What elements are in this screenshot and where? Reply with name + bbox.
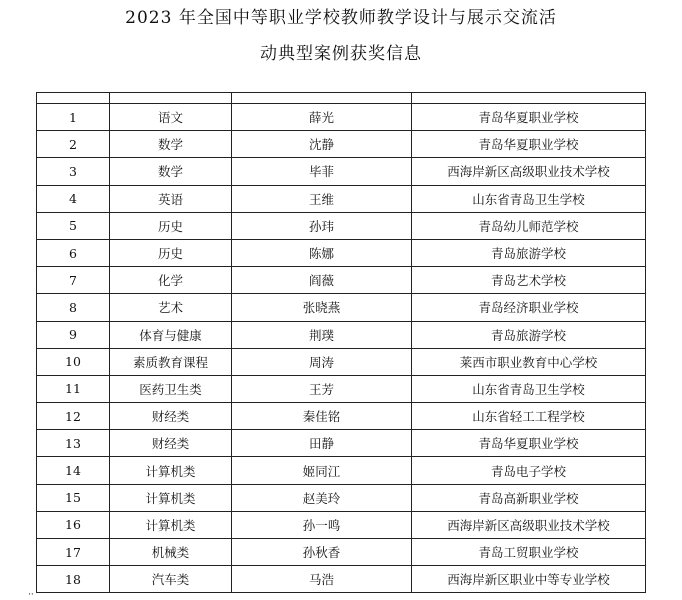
name-cell: 马浩	[232, 566, 412, 593]
name-cell: 周涛	[232, 348, 412, 375]
name-cell: 荆璞	[232, 321, 412, 348]
subject-cell: 体育与健康	[110, 321, 232, 348]
number-cell: 8	[37, 294, 110, 321]
school-cell: 西海岸新区高级职业技术学校	[412, 158, 646, 185]
school-cell: 青岛电子学校	[412, 457, 646, 484]
school-cell: 青岛华夏职业学校	[412, 131, 646, 158]
subject-cell: 历史	[110, 239, 232, 266]
subject-cell: 计算机类	[110, 511, 232, 538]
school-cell: 青岛工贸职业学校	[412, 539, 646, 566]
subject-cell: 汽车类	[110, 566, 232, 593]
subject-cell: 素质教育课程	[110, 348, 232, 375]
number-cell: 5	[37, 212, 110, 239]
table-row	[37, 267, 646, 294]
subject-cell: 医药卫生类	[110, 375, 232, 402]
name-cell: 姬同江	[232, 457, 412, 484]
name-cell: 沈静	[232, 131, 412, 158]
name-cell: 赵美玲	[232, 484, 412, 511]
number-cell: 3	[37, 158, 110, 185]
school-cell: 青岛幼儿师范学校	[412, 212, 646, 239]
number-cell: 14	[37, 457, 110, 484]
awards-table-body	[37, 93, 646, 593]
page-title-line-1: 2023 年全国中等职业学校教师教学设计与展示交流活	[125, 8, 557, 28]
name-cell: 陈娜	[232, 239, 412, 266]
school-cell: 山东省青岛卫生学校	[412, 185, 646, 212]
name-cell: 孙一鸣	[232, 511, 412, 538]
name-cell: 毕菲	[232, 158, 412, 185]
name-cell: 田静	[232, 430, 412, 457]
table-row	[37, 185, 646, 212]
table-row	[37, 348, 646, 375]
number-cell: 15	[37, 484, 110, 511]
number-cell: 6	[37, 239, 110, 266]
name-cell: 阎薇	[232, 267, 412, 294]
subject-cell: 数学	[110, 131, 232, 158]
number-cell: 11	[37, 375, 110, 402]
table-row	[37, 375, 646, 402]
number-cell: 18	[37, 566, 110, 593]
number-cell: 4	[37, 185, 110, 212]
subject-cell: 财经类	[110, 403, 232, 430]
table-row	[37, 403, 646, 430]
subject-cell: 计算机类	[110, 484, 232, 511]
table-row	[37, 484, 646, 511]
table-row	[37, 539, 646, 566]
subject-cell: 历史	[110, 212, 232, 239]
table-row	[37, 131, 646, 158]
table-row	[37, 321, 646, 348]
subject-cell: 艺术	[110, 294, 232, 321]
school-cell: 山东省青岛卫生学校	[412, 375, 646, 402]
number-cell: 9	[37, 321, 110, 348]
number-cell: 17	[37, 539, 110, 566]
number-cell: 10	[37, 348, 110, 375]
table-row	[37, 430, 646, 457]
awards-table	[36, 92, 646, 593]
name-cell: 孙玮	[232, 212, 412, 239]
school-cell: 青岛华夏职业学校	[412, 104, 646, 131]
subject-cell: 财经类	[110, 430, 232, 457]
number-cell: 1	[37, 104, 110, 131]
name-cell: 薛光	[232, 104, 412, 131]
school-cell: 山东省轻工工程学校	[412, 403, 646, 430]
school-cell: 青岛高新职业学校	[412, 484, 646, 511]
table-row	[37, 212, 646, 239]
table-row	[37, 511, 646, 538]
table-row	[37, 158, 646, 185]
school-cell: 西海岸新区职业中等专业学校	[412, 566, 646, 593]
school-cell: 青岛华夏职业学校	[412, 430, 646, 457]
table-row	[37, 457, 646, 484]
subject-cell: 化学	[110, 267, 232, 294]
name-cell: 王维	[232, 185, 412, 212]
number-cell: 7	[37, 267, 110, 294]
number-cell: 2	[37, 131, 110, 158]
blank-cell	[412, 93, 646, 104]
school-cell: 西海岸新区高级职业技术学校	[412, 511, 646, 538]
name-cell: 秦佳铭	[232, 403, 412, 430]
school-cell: 莱西市职业教育中心学校	[412, 348, 646, 375]
school-cell: 青岛旅游学校	[412, 321, 646, 348]
table-row	[37, 294, 646, 321]
subject-cell: 机械类	[110, 539, 232, 566]
blank-cell	[37, 93, 110, 104]
school-cell: 青岛艺术学校	[412, 267, 646, 294]
subject-cell: 英语	[110, 185, 232, 212]
table-row	[37, 566, 646, 593]
footer-mark: ··	[28, 590, 34, 600]
number-cell: 16	[37, 511, 110, 538]
name-cell: 王芳	[232, 375, 412, 402]
page-title-line-2: 动典型案例获奖信息	[260, 44, 422, 64]
table-row	[37, 104, 646, 131]
table-row	[37, 239, 646, 266]
subject-cell: 计算机类	[110, 457, 232, 484]
school-cell: 青岛经济职业学校	[412, 294, 646, 321]
number-cell: 13	[37, 430, 110, 457]
school-cell: 青岛旅游学校	[412, 239, 646, 266]
name-cell: 张晓燕	[232, 294, 412, 321]
name-cell: 孙秋香	[232, 539, 412, 566]
subject-cell: 数学	[110, 158, 232, 185]
number-cell: 12	[37, 403, 110, 430]
blank-cell	[110, 93, 232, 104]
blank-cell	[232, 93, 412, 104]
subject-cell: 语文	[110, 104, 232, 131]
header-spacer-row	[37, 93, 646, 104]
